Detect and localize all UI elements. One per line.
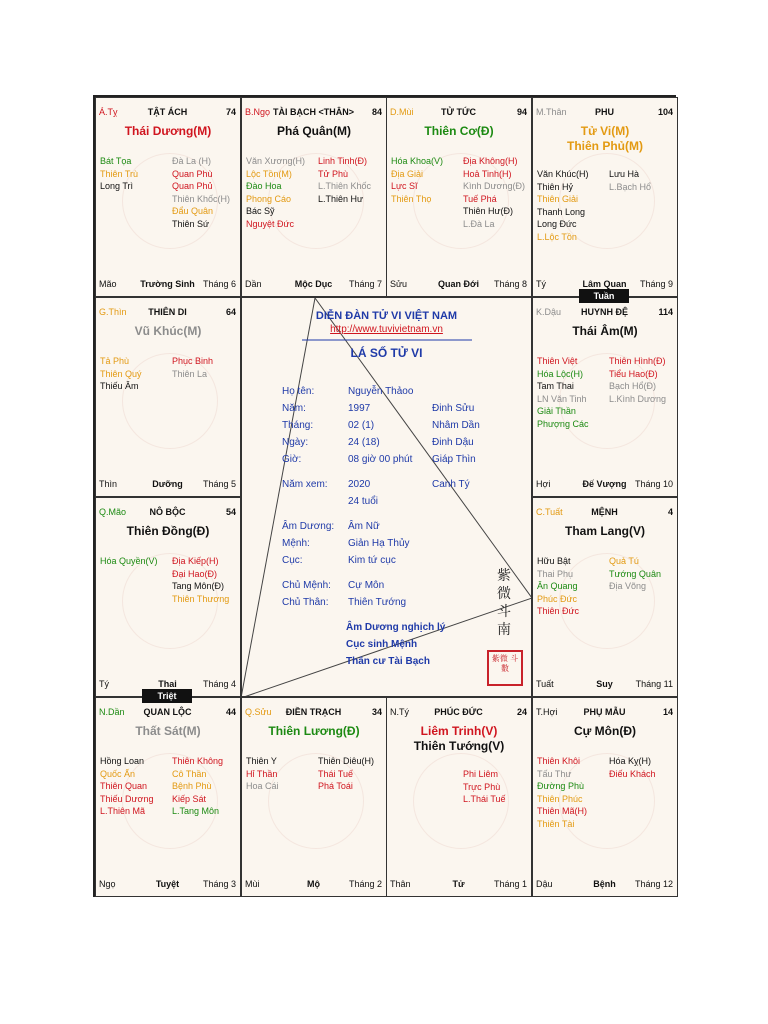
palace-header [390,706,527,718]
palace-branch: G.Thìn [99,307,127,317]
minor-star: Quốc Ấn [100,768,136,779]
minor-star: Tấu Thư [537,768,572,779]
minor-stars-right [609,355,679,405]
minor-stars-right [609,168,679,193]
palace-branch: B.Ngọ [245,107,271,117]
minor-star: Tuế Phá [463,193,497,204]
minor-star: Tướng Quân [609,568,661,579]
minor-star: LN Văn Tinh [537,393,587,404]
palace-name: HUYNH ĐỆ [580,307,628,317]
palace-branch: D.Mùi [390,107,414,117]
minor-star: Long Trì [100,181,134,191]
palace-footer [99,478,236,490]
minor-star: Thiên Giải [537,194,579,204]
footer-stage: Tử [452,879,465,889]
palace-header [245,706,382,718]
palace-phu [532,97,678,297]
palace-header [99,706,236,718]
main-star-secondary: Thiên Phủ(M) [567,139,643,153]
minor-star: Thiên Sứ [172,218,210,229]
main-star: Tham Lang(V) [565,524,645,538]
chart-center-info: DIỄN ĐÀN TỬ VI VIỆT NAM http://www.tuvivietnam.vn LÁ SỐ TỬ VI Họ tên: Nguyễn Thảoo Năm: 1997 Đinh Sửu Tháng: 02 (1) Nhâm Dần Ngày: 24 (18) Đinh Dậu Giờ: 08 giờ 00 phút Giáp Thìn Năm xem: 2020 Canh Tý 24 tuổi Âm Dương: Âm Nữ Mệnh: Giản Hạ Thủy Cục: Kim tứ cục Chủ Mệnh: Cự Môn Chủ Thân: Thiên Tướng Âm Dương nghịch lý Cục sinh Mệnh Thân cư Tài Bạch 紫 微 斗 南 紫微 斗數 [241,297,532,697]
footer-stage: Dưỡng [152,479,183,489]
palace-quan-loc [95,697,241,897]
palace-name: TÀI BẠCH <THÂN> [272,107,354,117]
minor-stars-right [609,755,679,780]
footer-branch: Hợi [536,479,551,489]
minor-star: Đẩu Quân [172,206,214,216]
minor-star: L.Bạch Hổ [609,181,652,192]
palace-number: 114 [658,307,673,317]
footer-month: Tháng 4 [202,679,236,689]
footer-month: Tháng 2 [348,879,382,889]
minor-star: Thiên Hư(Đ) [463,206,514,216]
palace-name: QUAN LỘC [143,707,192,717]
main-star: Vũ Khúc(M) [134,324,202,338]
minor-star: Thiếu Dương [100,793,154,804]
footer-branch: Tuất [536,679,554,689]
minor-star: Thiên Khốc(H) [172,193,231,204]
minor-star: Quả Tú [609,556,639,566]
minor-star: Phúc Đức [537,593,578,604]
footer-branch: Tý [99,679,109,689]
minor-star: Long Đức [537,219,577,229]
footer-stage: Tuyệt [155,879,180,889]
footer-month: Tháng 8 [493,279,527,289]
palace-footer [245,878,382,890]
main-star: Thiên Lương(Đ) [268,724,360,738]
minor-star: Giải Thần [537,406,576,416]
palace-branch: K.Dậu [536,307,562,317]
minor-star: Thiên Quý [100,368,142,379]
palace-branch: N.Tý [390,707,409,717]
footer-stage: Mộc Dục [294,279,333,289]
minor-stars-right [172,155,242,230]
minor-star: Tang Môn(Đ) [172,581,225,591]
minor-star: Tam Thai [537,381,574,391]
minor-stars-left [100,555,170,568]
palace-branch: T.Hợi [536,707,558,717]
minor-stars-right [463,155,533,230]
palace-footer [245,278,382,290]
minor-star: Đà La (H) [172,156,212,166]
palace-footer [99,278,236,290]
minor-stars-left [537,168,607,243]
minor-star: Địa Kiếp(H) [172,556,219,566]
palace-phu-mau [532,697,678,897]
footer-month: Tháng 10 [634,479,673,489]
main-star: Thiên Đồng(Đ) [126,524,210,538]
minor-star: Thiên Hình(Đ) [609,356,666,366]
minor-star: Bác Sỹ [246,206,275,216]
palace-branch: N.Dần [99,707,125,717]
minor-star: Tả Phù [100,356,130,366]
minor-star: Văn Khúc(H) [537,169,589,179]
palace-branch: C.Tuất [536,507,563,517]
footer-branch: Mão [99,279,117,289]
minor-star: Hồng Loan [100,756,145,766]
footer-month: Tháng 5 [202,479,236,489]
minor-star: Điếu Khách [609,768,656,779]
minor-star: Thanh Long [537,206,586,217]
minor-stars-left [537,755,607,830]
palace-phuc-duc [386,697,532,897]
minor-star: Thiên Quan [100,781,148,791]
palace-footer [536,878,673,890]
palace-tai-bach [241,97,387,297]
minor-star: Lưu Hà [609,169,640,179]
minor-star: Bệnh Phù [172,781,212,791]
minor-star: Đại Hao(Đ) [172,568,218,579]
palace-number: 74 [225,107,236,117]
palace-footer [536,478,673,490]
minor-star: Phá Toái [318,781,353,791]
footer-month: Tháng 6 [202,279,236,289]
palace-name: PHU [594,107,614,117]
palace-number: 14 [662,707,673,717]
palace-number: 54 [225,507,236,517]
minor-star: L.Lộc Tồn [537,231,577,242]
palace-tu-tuc [386,97,532,297]
minor-star: Đường Phù [537,781,584,791]
palace-name: THIÊN DI [148,307,187,317]
palace-name: TỬ TỨC [441,107,476,117]
minor-star: Địa Không(H) [463,156,518,166]
palace-name: PHÚC ĐỨC [434,707,483,717]
footer-stage: Đế Vượng [582,479,627,489]
palace-name: ĐIỀN TRẠCH [285,707,342,717]
palace-number: 44 [225,707,236,717]
minor-star: Thiên Việt [537,356,578,366]
minor-stars-left [537,355,607,430]
palace-header [99,506,236,518]
minor-star: Kình Dương(Đ) [463,181,525,191]
footer-month: Tháng 9 [639,279,673,289]
palace-name: TẬT ÁCH [147,107,188,117]
footer-branch: Dậu [536,879,553,889]
minor-star: Thai Phụ [537,568,574,579]
minor-stars-left [100,155,170,193]
minor-star: Bạch Hổ(Đ) [609,381,657,391]
minor-star: Thiên Tài [537,818,575,829]
minor-star: Thái Tuế [318,768,354,779]
footer-stage: Thai [158,679,177,689]
minor-star: Thiên Thọ [391,193,432,204]
footer-month: Tháng 3 [202,879,236,889]
palace-header [390,106,527,118]
minor-star: Thiên Y [246,756,277,766]
minor-star: Hóa Lộc(H) [537,368,584,379]
minor-star: Phong Cáo [246,193,292,204]
main-star: Thiên Cơ(Đ) [424,124,494,138]
palace-footer [99,878,236,890]
minor-star: Thiên Diêu(H) [318,756,375,766]
footer-stage: Suy [596,679,613,689]
footer-month: Tháng 12 [634,879,673,889]
minor-stars-right [172,355,242,380]
minor-star: Thiên Không [172,756,224,766]
footer-month: Tháng 1 [493,879,527,889]
minor-star: Hữu Bật [537,556,571,566]
minor-stars-right [172,755,242,818]
minor-star: Đào Hoa [246,181,282,191]
minor-star: Cô Thần [172,768,207,779]
minor-star: L.Kình Dương [609,393,666,404]
palace-number: 34 [371,707,382,717]
minor-stars-right [318,755,388,793]
palace-header [99,306,236,318]
footer-branch: Ngọ [99,879,116,889]
palace-branch: Á.Tỵ [99,107,118,117]
minor-star: Phi Liêm [463,769,499,779]
palace-number: 94 [516,107,527,117]
footer-branch: Thìn [99,479,118,489]
minor-star: Quan Phù [172,168,213,179]
palace-number: 84 [371,107,382,117]
minor-star: Linh Tinh(Đ) [318,156,368,166]
palace-dien-trach [241,697,387,897]
minor-stars-left [537,555,607,618]
footer-branch: Thân [390,879,411,889]
site-url[interactable]: http://www.tuvivietnam.vn [330,324,443,335]
footer-stage: Mộ [307,879,320,889]
minor-star: Thiên Phúc [537,793,583,804]
minor-stars-left [246,755,316,793]
minor-stars-right [318,155,388,205]
main-star: Liêm Trinh(V) [420,724,498,738]
horoscope-chart [93,95,676,897]
main-star: Tử Vi(M) [580,124,630,138]
footer-stage: Lâm Quan [582,279,627,289]
minor-star: Kiếp Sát [172,793,207,804]
chart-heading: LÁ SỐ TỬ VI [350,346,423,360]
minor-star: Thiếu Âm [100,381,139,391]
palace-number: 104 [657,107,673,117]
palace-name: MỆNH [591,507,618,517]
footer-stage: Trường Sinh [140,279,195,289]
palace-branch: M.Thân [536,107,567,117]
minor-star: L.Thiên Mã [100,806,146,816]
footer-stage: Bệnh [593,879,616,889]
palace-number: 4 [667,507,673,517]
palace-branch: Q.Sửu [245,707,272,717]
minor-star: Thiên Thương [172,593,230,604]
palace-footer [390,878,527,890]
minor-star: Nguyệt Đức [246,218,295,229]
minor-star: Phượng Các [537,418,589,429]
palace-name: NÔ BỘC [149,507,186,517]
minor-star: Thiên Trù [100,168,139,179]
palace-number: 64 [225,307,236,317]
main-star: Thái Âm(M) [572,324,638,338]
footer-branch: Tý [536,279,546,289]
main-star: Thái Dương(M) [124,124,212,138]
minor-stars-left [246,155,316,230]
footer-branch: Dần [245,279,262,289]
tuan-marker: Tuần [579,289,629,303]
site-title: DIỄN ĐÀN TỬ VI VIỆT NAM [315,310,458,322]
palace-branch: Q.Mão [99,507,127,517]
minor-star: L.Thiên Khốc [318,181,372,191]
minor-star: Địa Võng [609,581,647,591]
footer-branch: Sửu [390,279,408,289]
minor-stars-left [100,355,170,393]
minor-stars-left [391,155,461,205]
minor-star: Hóa Quyền(V) [100,556,158,566]
red-seal-stamp: 紫微 斗數 [487,650,523,686]
footer-month: Tháng 7 [348,279,382,289]
minor-star: L.Đà La [463,218,495,229]
palace-header [99,106,236,118]
minor-stars-right [172,555,242,605]
palace-thien-di [95,297,241,497]
palace-header [536,106,673,118]
footer-stage: Quan Đới [438,279,479,289]
minor-star: Hóa Khoa(V) [391,156,444,166]
minor-star: Thiên Mã(H) [537,806,588,816]
minor-star: L.Thái Tuế [463,794,506,804]
main-star-secondary: Thiên Tướng(V) [413,739,505,753]
minor-stars-right [463,768,533,806]
footer-month: Tháng 11 [635,679,673,689]
minor-star: Thiên Khôi [537,756,581,766]
minor-star: Hỉ Thần [246,768,278,779]
palace-number: 24 [516,707,527,717]
minor-star: Bát Tọa [100,156,132,166]
vertical-calligraphy: 紫 微 斗 南 [497,567,511,637]
minor-star: Quan Phủ [172,181,213,191]
minor-star: Lực Sĩ [391,181,418,191]
minor-star: Ân Quang [537,581,578,591]
minor-star: Hóa Kỵ(H) [609,756,652,766]
palace-header [245,106,382,118]
minor-star: L.Tang Môn [172,806,220,816]
palace-header [536,706,673,718]
note-than-cu: Thân cư Tài Bạch [346,656,430,667]
minor-star: Thiên Đức [537,606,580,616]
minor-star: Địa Giải [391,168,424,179]
footer-branch: Mùi [245,879,260,889]
palace-header [536,306,673,318]
minor-star: Văn Xương(H) [246,156,305,166]
palace-footer [536,678,673,690]
main-star: Phá Quân(M) [277,124,351,138]
main-star: Thất Sát(M) [135,724,201,738]
note-am-duong: Âm Dương nghịch lý [346,622,446,633]
palace-menh [532,497,678,697]
palace-footer [390,278,527,290]
main-star: Cự Môn(Đ) [573,724,636,738]
note-cuc-sinh-menh: Cục sinh Mệnh [346,639,418,650]
minor-star: Hoa Cái [246,781,279,791]
palace-name: PHỤ MẪU [583,707,626,717]
palace-header [536,506,673,518]
triet-marker: Triệt [142,689,192,703]
palace-no-boc [95,497,241,697]
minor-stars-right [609,555,679,593]
palace-huynh-de [532,297,678,497]
minor-star: Phục Binh [172,356,214,366]
minor-star: Thiên La [172,368,208,379]
minor-star: Hoả Tinh(H) [463,168,512,179]
minor-star: Thiên Hỷ [537,181,574,192]
minor-star: Lộc Tồn(M) [246,168,292,179]
minor-star: Tiểu Hao(Đ) [609,368,658,379]
minor-star: Trực Phù [463,781,501,792]
palace-tat-ach [95,97,241,297]
minor-stars-left [100,755,170,818]
minor-star: Tử Phù [318,168,349,179]
minor-star: L.Thiên Hư [318,193,364,204]
